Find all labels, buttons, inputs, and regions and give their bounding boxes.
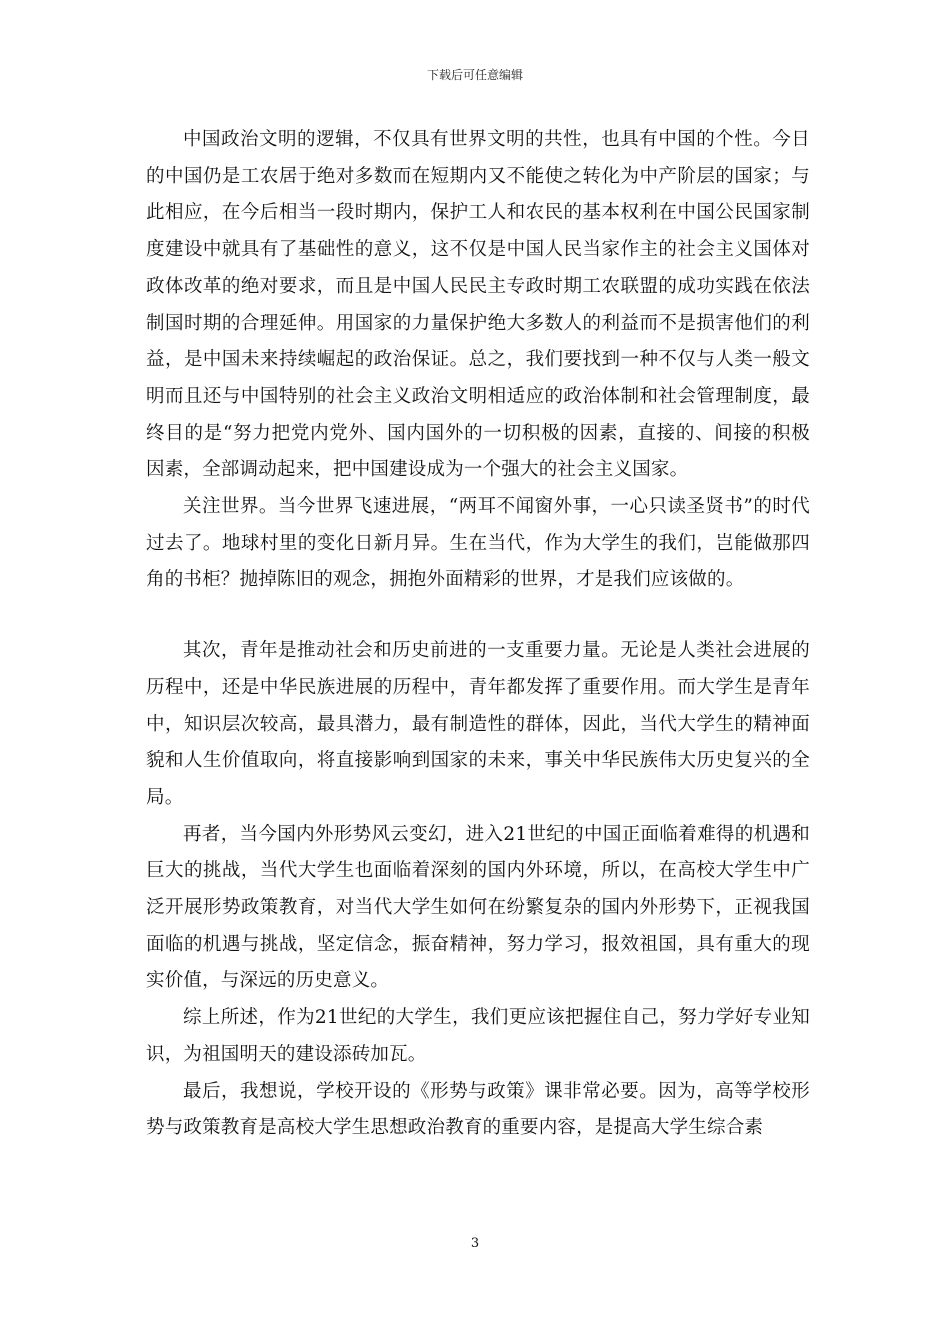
paragraph-youth-force: 其次，青年是推动社会和历史前进的一支重要力量。无论是人类社会进展的历程中，还是中华民族进展的历程中，青年都发挥了重要作用。而大学生是青年中，知识层次较高，最具潜力，最有制造性的群体，因此，当代大学生的精神面貌和人生价值取向，将直接影响到国家的未来，事关中华民族伟大历史复兴的全局。 xyxy=(146,640,810,808)
document-body xyxy=(146,122,810,1147)
paragraph-focus-world: 关注世界。当今世界飞速进展，“两耳不闻窗外事，一心只读圣贤书”的时代过去了。地球村里的变化日新月异。生在当代，作为大学生的我们，岂能做那四角的书柜？抛掉陈旧的观念，拥抱外面精彩的世界，才是我们应该做的。 xyxy=(146,496,810,591)
paragraph-summary: 综上所述，作为21世纪的大学生，我们更应该把握住自己，努力学好专业知识，为祖国明天的建设添砖加瓦。 xyxy=(146,1007,810,1065)
page-number: 3 xyxy=(470,1236,480,1251)
page-header: 下载后可任意编辑 xyxy=(426,68,523,82)
paragraph-political-civilization: 中国政治文明的逻辑，不仅具有世界文明的共性，也具有中国的个性。今日的中国仍是工农居于绝对多数而在短期内又不能使之转化为中产阶层的国家；与此相应，在今后相当一段时期内，保护工人和农民的基本权利在中国公民国家制度建设中就具有了基础性的意义，这不仅是中国人民当家作主的社会主义国体对政体改革的绝对要求，而且是中国人民民主专政时期工农联盟的成功实践在依法制国时期的合理延伸。用国家的力量保护绝大多数人的利益而不是损害他们的利益，是中国未来持续崛起的政治保证。总之，我们要找到一种不仅与人类一般文明而且还与中国特别的社会主义政治文明相适应的政治体制和社会管理制度，最终目的是“努力把党内党外、国内国外的一切积极的因素，直接的、间接的积极因素，全部调动起来，把中国建设成为一个强大的社会主义国家。 xyxy=(146,129,810,481)
paragraph-situation-changes: 再者，当今国内外形势风云变幻，进入21世纪的中国正面临着难得的机遇和巨大的挑战，当代大学生也面临着深刻的国内外环境，所以，在高校大学生中广泛开展形势政策教育，对当代大学生如何在纷繁复杂的国内外形势下，正视我国面临的机遇与挑战，坚定信念，振奋精神，努力学习，报效祖国，具有重大的现实价值，与深远的历史意义。 xyxy=(146,823,810,992)
paragraph-finally: 最后，我想说，学校开设的《形势与政策》课非常必要。因为，高等学校形势与政策教育是高校大学生思想政治教育的重要内容，是提高大学生综合素 xyxy=(146,1080,810,1139)
